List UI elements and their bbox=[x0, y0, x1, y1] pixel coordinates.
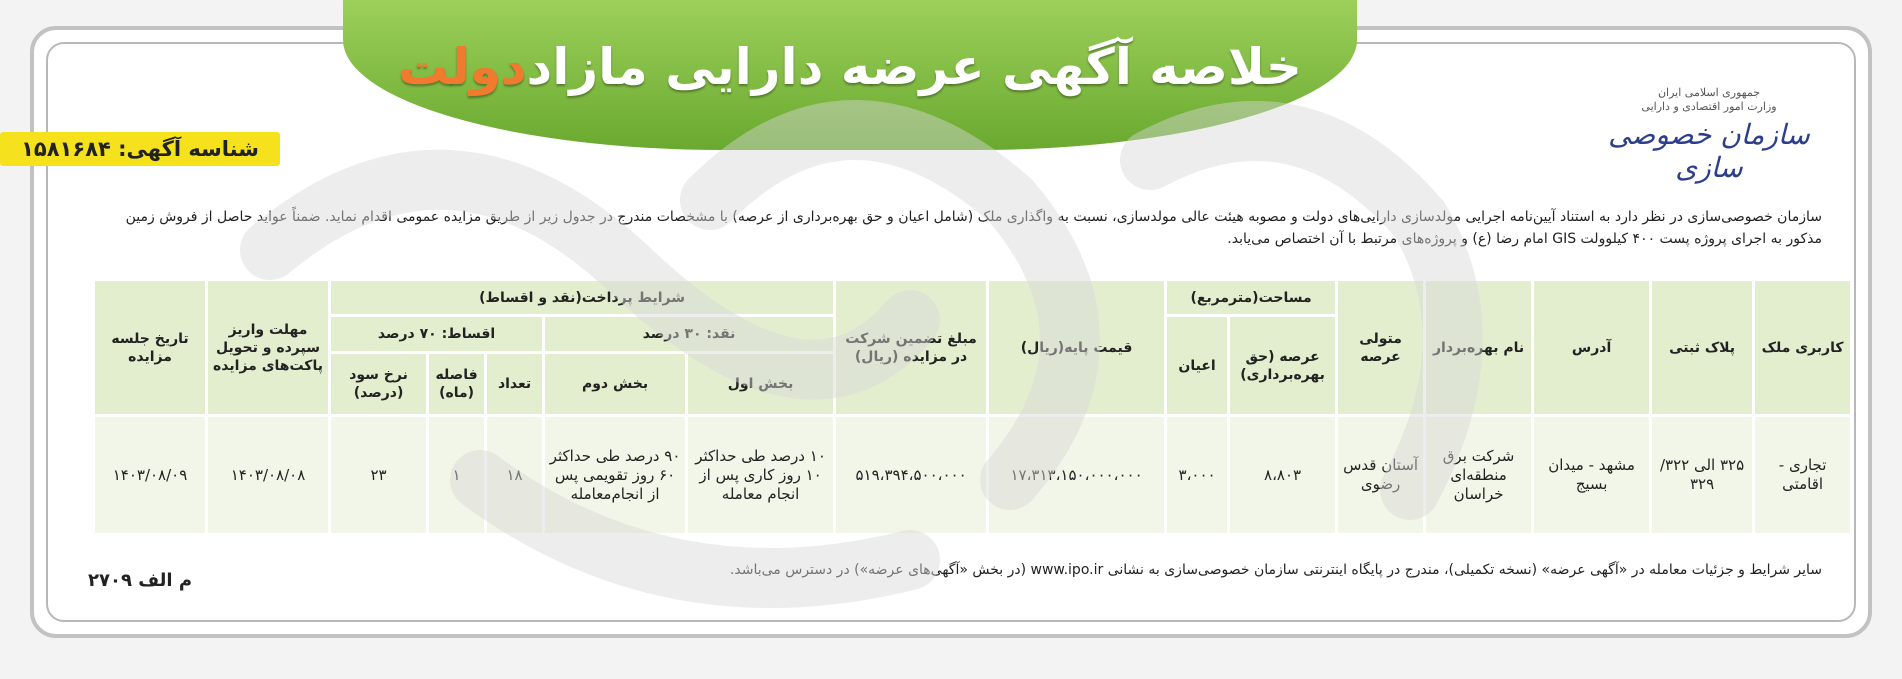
header-deadline: مهلت واریز سپرده و تحویل پاکت‌های مزایده bbox=[208, 281, 328, 414]
header-custodian: متولی عرصه bbox=[1338, 281, 1423, 414]
header-operator: نام بهره‌بردار bbox=[1426, 281, 1531, 414]
cell-cash-part1: ۱۰ درصد طی حداکثر ۱۰ روز کاری پس از انجام معامله bbox=[688, 417, 833, 533]
header-cash-part1: بخش اول bbox=[688, 354, 833, 415]
logo-line1: جمهوری اسلامی ایران bbox=[1657, 86, 1761, 99]
header-interest: نرخ سود (درصد) bbox=[331, 354, 426, 415]
header-payment-group: شرایط پرداخت(نقد و اقساط) bbox=[331, 281, 833, 314]
cell-interest: ۲۳ bbox=[331, 417, 426, 533]
header-base-price: قیمت پایه(ریال) bbox=[989, 281, 1164, 414]
footer-code: م الف ۲۷۰۹ bbox=[88, 570, 193, 591]
header-plaque: پلاک ثبتی bbox=[1652, 281, 1752, 414]
cell-interval: ۱ bbox=[429, 417, 484, 533]
cell-session-date: ۱۴۰۳/۰۸/۰۹ bbox=[95, 417, 205, 533]
table-row bbox=[95, 417, 1850, 533]
cell-custodian: آستان قدس رضوی bbox=[1338, 417, 1423, 533]
title-main: خلاصه آگهی عرضه دارایی مازاد bbox=[526, 38, 1302, 96]
intro-paragraph: سازمان خصوصی‌سازی در نظر دارد به استناد آیین‌نامه اجرایی مولدسازی دارایی‌های دولت و مصوبه هیئت عالی مولدسازی، نسبت به واگذاری ملک (شامل اعیان و حق بهره‌برداری از عرصه) با مشخصات مندرج در جدول زیر از طریق مزایده عمومی اقدام نماید. ضمناً عواید حاصل از فروش زمین مذکور به اجرای پروژه پست ۴۰۰ کیلوولت GIS امام رضا (ع) و پروژه‌های مرتبط با آن اختصاص می‌یابد. bbox=[125, 209, 1822, 247]
cell-address: مشهد - میدان بسیج bbox=[1534, 417, 1649, 533]
cell-guarantee: ۵۱۹،۳۹۴،۵۰۰،۰۰۰ bbox=[836, 417, 986, 533]
cell-cash-part2: ۹۰ درصد طی حداکثر ۶۰ روز تقویمی پس از انجام‌معامله bbox=[545, 417, 685, 533]
logo-name: سازمان خصوصی سازی bbox=[1608, 118, 1810, 184]
footer-note: سایر شرایط و جزئیات معامله در «آگهی عرضه» (نسخه تکمیلی)، مندرج در پایگاه اینترنتی سازمان خصوصی‌سازی به نشانی www.ipo.ir (در بخش «آگهی‌های عرضه») در دسترس می‌باشد. bbox=[729, 562, 1822, 578]
header-area-building: اعیان bbox=[1167, 317, 1227, 414]
cell-area-land: ۸،۸۰۳ bbox=[1230, 417, 1335, 533]
ad-code-badge: شناسه آگهی: ۱۵۸۱۶۸۴ bbox=[0, 132, 280, 166]
cell-count: ۱۸ bbox=[487, 417, 542, 533]
header-address: آدرس bbox=[1534, 281, 1649, 414]
organization-logo bbox=[1584, 86, 1834, 184]
title-accent: دولت bbox=[398, 38, 527, 96]
cell-plaque: ۳۲۵ الی ۳۲۲/ ۳۲۹ bbox=[1652, 417, 1752, 533]
cell-base-price: ۱۷،۳۱۳،۱۵۰،۰۰۰،۰۰۰ bbox=[989, 417, 1164, 533]
header-cash-group: نقد: ۳۰ درصد bbox=[545, 317, 833, 350]
page-title bbox=[398, 38, 1302, 96]
cell-area-building: ۳،۰۰۰ bbox=[1167, 417, 1227, 533]
header-area-group: مساحت(مترمربع) bbox=[1167, 281, 1335, 314]
cell-operator: شرکت برق منطقه‌ای خراسان bbox=[1426, 417, 1531, 533]
header-guarantee: مبلغ تضمین شرکت در مزایده (ریال) bbox=[836, 281, 986, 414]
cell-usage: تجاری - اقامتی bbox=[1755, 417, 1850, 533]
header-installment-group: اقساط: ۷۰ درصد bbox=[331, 317, 542, 350]
header-session-date: تاریخ جلسه مزایده bbox=[95, 281, 205, 414]
header-cash-part2: بخش دوم bbox=[545, 354, 685, 415]
title-banner bbox=[343, 0, 1357, 150]
cell-deadline: ۱۴۰۳/۰۸/۰۸ bbox=[208, 417, 328, 533]
header-area-land: عرصه (حق بهره‌برداری) bbox=[1230, 317, 1335, 414]
logo-line2: وزارت امور اقتصادی و دارایی bbox=[1641, 100, 1777, 113]
header-count: تعداد bbox=[487, 354, 542, 415]
header-interval: فاصله (ماه) bbox=[429, 354, 484, 415]
asset-table bbox=[92, 278, 1853, 536]
header-usage: کاربری ملک bbox=[1755, 281, 1850, 414]
